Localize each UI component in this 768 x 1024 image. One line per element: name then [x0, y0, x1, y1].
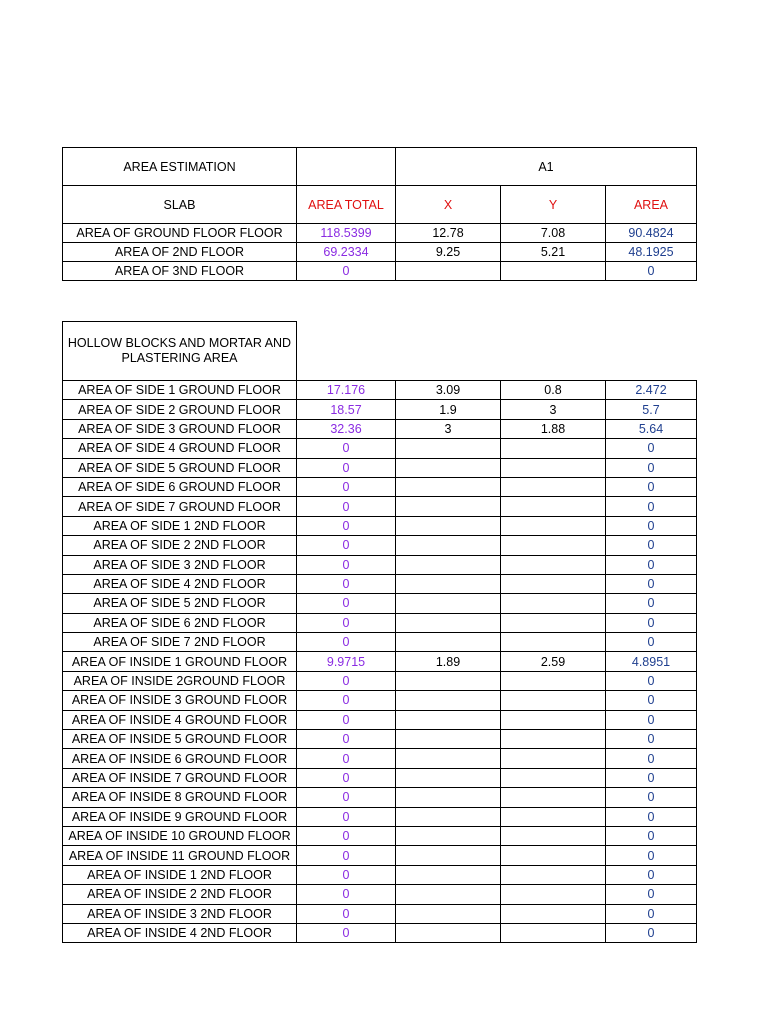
table-row — [63, 243, 697, 262]
x-value-cell — [396, 710, 501, 729]
area-total-cell: 0 — [297, 516, 396, 535]
table-row — [63, 885, 697, 904]
y-value-cell — [501, 497, 606, 516]
header-blank-cell — [297, 148, 396, 186]
area-value-cell: 2.472 — [606, 381, 697, 400]
table-row — [63, 224, 697, 243]
area-total-cell: 32.36 — [297, 419, 396, 438]
area-value-cell: 0 — [606, 594, 697, 613]
y-value-cell — [501, 555, 606, 574]
y-value-cell — [501, 749, 606, 768]
table-row — [63, 807, 697, 826]
row-label-cell: AREA OF SIDE 4 2ND FLOOR — [63, 574, 297, 593]
x-value-cell — [396, 477, 501, 496]
row-label-cell: AREA OF INSIDE 2GROUND FLOOR — [63, 671, 297, 690]
area-value-cell: 0 — [606, 923, 697, 942]
row-label-cell: AREA OF INSIDE 1 GROUND FLOOR — [63, 652, 297, 671]
row-label-cell: AREA OF INSIDE 2 2ND FLOOR — [63, 885, 297, 904]
row-label-cell: AREA OF SIDE 6 2ND FLOOR — [63, 613, 297, 632]
table-row — [63, 536, 697, 555]
x-value-cell — [396, 633, 501, 652]
x-value-cell — [396, 768, 501, 787]
x-value-cell — [396, 671, 501, 690]
x-header: X — [396, 186, 501, 224]
x-value-cell — [396, 439, 501, 458]
area-total-cell: 9.9715 — [297, 652, 396, 671]
area-total-cell: 0 — [297, 458, 396, 477]
area-total-cell: 0 — [297, 923, 396, 942]
y-value-cell: 7.08 — [501, 224, 606, 243]
area-value-cell: 0 — [606, 516, 697, 535]
table-row — [63, 497, 697, 516]
area-total-cell: 0 — [297, 262, 396, 281]
area-estimation-table — [62, 147, 697, 281]
y-value-cell — [501, 613, 606, 632]
x-value-cell: 1.9 — [396, 400, 501, 419]
area-total-header: AREA TOTAL — [297, 186, 396, 224]
area-total-cell: 0 — [297, 904, 396, 923]
row-label-cell: AREA OF INSIDE 3 2ND FLOOR — [63, 904, 297, 923]
x-value-cell — [396, 904, 501, 923]
table-row — [63, 262, 697, 281]
x-value-cell — [396, 885, 501, 904]
x-value-cell — [396, 594, 501, 613]
y-header: Y — [501, 186, 606, 224]
table-row — [63, 574, 697, 593]
row-label-cell: AREA OF SIDE 1 GROUND FLOOR — [63, 381, 297, 400]
y-value-cell — [501, 691, 606, 710]
hollow-blocks-table — [62, 321, 697, 943]
y-value-cell — [501, 516, 606, 535]
area-value-cell: 90.4824 — [606, 224, 697, 243]
area-total-cell: 0 — [297, 477, 396, 496]
row-label-cell: AREA OF SIDE 6 GROUND FLOOR — [63, 477, 297, 496]
y-value-cell — [501, 865, 606, 884]
row-label-cell: AREA OF INSIDE 1 2ND FLOOR — [63, 865, 297, 884]
area-value-cell: 0 — [606, 710, 697, 729]
table-row — [63, 633, 697, 652]
row-label-cell: AREA OF INSIDE 10 GROUND FLOOR — [63, 826, 297, 845]
x-value-cell — [396, 826, 501, 845]
table-row — [63, 846, 697, 865]
y-value-cell — [501, 458, 606, 477]
area-value-cell: 0 — [606, 613, 697, 632]
x-value-cell: 3.09 — [396, 381, 501, 400]
area-total-cell: 0 — [297, 749, 396, 768]
y-value-cell — [501, 807, 606, 826]
area-value-cell: 5.64 — [606, 419, 697, 438]
x-value-cell: 1.89 — [396, 652, 501, 671]
table-row — [63, 516, 697, 535]
y-value-cell — [501, 594, 606, 613]
y-value-cell — [501, 633, 606, 652]
table-row — [63, 671, 697, 690]
table-row — [63, 923, 697, 942]
x-value-cell — [396, 923, 501, 942]
area-value-cell: 0 — [606, 536, 697, 555]
area-total-cell: 0 — [297, 613, 396, 632]
area-value-cell: 0 — [606, 262, 697, 281]
row-label-cell: AREA OF INSIDE 11 GROUND FLOOR — [63, 846, 297, 865]
y-value-cell — [501, 439, 606, 458]
row-label-cell: AREA OF INSIDE 3 GROUND FLOOR — [63, 691, 297, 710]
table-row — [63, 710, 697, 729]
row-label-cell: AREA OF SIDE 3 GROUND FLOOR — [63, 419, 297, 438]
area-total-cell: 0 — [297, 633, 396, 652]
table-row — [63, 865, 697, 884]
area-value-cell: 0 — [606, 671, 697, 690]
row-label-cell: AREA OF SIDE 7 2ND FLOOR — [63, 633, 297, 652]
y-value-cell — [501, 885, 606, 904]
x-value-cell: 12.78 — [396, 224, 501, 243]
area-value-cell: 0 — [606, 788, 697, 807]
y-value-cell: 3 — [501, 400, 606, 419]
x-value-cell — [396, 262, 501, 281]
area-value-cell: 0 — [606, 846, 697, 865]
x-value-cell — [396, 516, 501, 535]
area-value-cell: 0 — [606, 691, 697, 710]
x-value-cell — [396, 807, 501, 826]
y-value-cell — [501, 826, 606, 845]
area-total-cell: 0 — [297, 594, 396, 613]
area-value-cell: 0 — [606, 749, 697, 768]
row-label-cell: AREA OF SIDE 5 GROUND FLOOR — [63, 458, 297, 477]
area-value-cell: 0 — [606, 477, 697, 496]
area-total-cell: 17.176 — [297, 381, 396, 400]
table-row — [63, 904, 697, 923]
area-value-cell: 0 — [606, 574, 697, 593]
x-value-cell — [396, 613, 501, 632]
row-label-cell: AREA OF INSIDE 4 GROUND FLOOR — [63, 710, 297, 729]
y-value-cell — [501, 904, 606, 923]
y-value-cell: 1.88 — [501, 419, 606, 438]
hollow-blocks-title-cell: HOLLOW BLOCKS AND MORTAR AND PLASTERING AREA — [63, 322, 297, 381]
row-label-cell: AREA OF SIDE 1 2ND FLOOR — [63, 516, 297, 535]
area-value-cell: 0 — [606, 904, 697, 923]
row-label-cell: AREA OF INSIDE 9 GROUND FLOOR — [63, 807, 297, 826]
y-value-cell — [501, 846, 606, 865]
x-value-cell — [396, 788, 501, 807]
row-label-cell: AREA OF 2ND FLOOR — [63, 243, 297, 262]
table-row — [63, 691, 697, 710]
y-value-cell: 2.59 — [501, 652, 606, 671]
area-estimation-title-cell: AREA ESTIMATION — [63, 148, 297, 186]
y-value-cell — [501, 788, 606, 807]
group-label-cell: A1 — [396, 148, 697, 186]
table-row — [63, 381, 697, 400]
table-row — [63, 555, 697, 574]
area-total-cell: 0 — [297, 768, 396, 787]
area-total-cell: 0 — [297, 536, 396, 555]
area-value-cell: 0 — [606, 807, 697, 826]
table-row — [63, 768, 697, 787]
y-value-cell — [501, 671, 606, 690]
table-row — [63, 826, 697, 845]
area-total-cell: 0 — [297, 730, 396, 749]
row-label-cell: AREA OF SIDE 5 2ND FLOOR — [63, 594, 297, 613]
x-value-cell — [396, 749, 501, 768]
area-total-cell: 0 — [297, 671, 396, 690]
x-value-cell — [396, 691, 501, 710]
table-row — [63, 594, 697, 613]
table-row — [63, 730, 697, 749]
area-value-cell: 0 — [606, 865, 697, 884]
area-total-cell: 0 — [297, 555, 396, 574]
x-value-cell — [396, 536, 501, 555]
area-total-cell: 0 — [297, 788, 396, 807]
area-total-cell: 0 — [297, 826, 396, 845]
table-row — [63, 788, 697, 807]
x-value-cell: 3 — [396, 419, 501, 438]
area-value-cell: 0 — [606, 497, 697, 516]
area-total-cell: 0 — [297, 846, 396, 865]
y-value-cell — [501, 730, 606, 749]
area-total-cell: 0 — [297, 807, 396, 826]
area-value-cell: 0 — [606, 633, 697, 652]
y-value-cell — [501, 262, 606, 281]
x-value-cell — [396, 574, 501, 593]
table-row — [63, 477, 697, 496]
table-row — [63, 439, 697, 458]
x-value-cell: 9.25 — [396, 243, 501, 262]
area-value-cell: 5.7 — [606, 400, 697, 419]
row-label-cell: AREA OF SIDE 2 GROUND FLOOR — [63, 400, 297, 419]
area-total-cell: 118.5399 — [297, 224, 396, 243]
y-value-cell — [501, 768, 606, 787]
table-row — [63, 458, 697, 477]
area-value-cell: 0 — [606, 555, 697, 574]
x-value-cell — [396, 846, 501, 865]
y-value-cell — [501, 536, 606, 555]
row-label-cell: AREA OF SIDE 2 2ND FLOOR — [63, 536, 297, 555]
y-value-cell — [501, 710, 606, 729]
table-row — [63, 419, 697, 438]
area-total-cell: 0 — [297, 439, 396, 458]
area-total-cell: 0 — [297, 865, 396, 884]
x-value-cell — [396, 555, 501, 574]
area-value-cell: 0 — [606, 885, 697, 904]
row-label-cell: AREA OF SIDE 3 2ND FLOOR — [63, 555, 297, 574]
area-total-cell: 0 — [297, 710, 396, 729]
area-total-cell: 0 — [297, 691, 396, 710]
row-label-cell: AREA OF INSIDE 5 GROUND FLOOR — [63, 730, 297, 749]
row-label-cell: AREA OF INSIDE 4 2ND FLOOR — [63, 923, 297, 942]
x-value-cell — [396, 865, 501, 884]
x-value-cell — [396, 730, 501, 749]
y-value-cell — [501, 477, 606, 496]
y-value-cell — [501, 574, 606, 593]
x-value-cell — [396, 458, 501, 477]
row-label-cell: AREA OF INSIDE 6 GROUND FLOOR — [63, 749, 297, 768]
table-row — [63, 613, 697, 632]
area-total-cell: 18.57 — [297, 400, 396, 419]
row-label-cell: AREA OF INSIDE 8 GROUND FLOOR — [63, 788, 297, 807]
area-total-cell: 0 — [297, 497, 396, 516]
area-value-cell: 0 — [606, 458, 697, 477]
row-label-cell: AREA OF GROUND FLOOR FLOOR — [63, 224, 297, 243]
row-label-cell: AREA OF INSIDE 7 GROUND FLOOR — [63, 768, 297, 787]
y-value-cell: 0.8 — [501, 381, 606, 400]
area-total-cell: 0 — [297, 574, 396, 593]
table-row — [63, 652, 697, 671]
title-spacer — [297, 322, 697, 381]
x-value-cell — [396, 497, 501, 516]
area-value-cell: 48.1925 — [606, 243, 697, 262]
row-label-cell: AREA OF SIDE 4 GROUND FLOOR — [63, 439, 297, 458]
area-header: AREA — [606, 186, 697, 224]
area-value-cell: 0 — [606, 439, 697, 458]
table-row — [63, 400, 697, 419]
area-value-cell: 0 — [606, 768, 697, 787]
table-row — [63, 749, 697, 768]
area-value-cell: 0 — [606, 730, 697, 749]
area-value-cell: 4.8951 — [606, 652, 697, 671]
row-label-cell: AREA OF 3ND FLOOR — [63, 262, 297, 281]
area-total-cell: 69.2334 — [297, 243, 396, 262]
slab-header: SLAB — [63, 186, 297, 224]
y-value-cell — [501, 923, 606, 942]
area-value-cell: 0 — [606, 826, 697, 845]
y-value-cell: 5.21 — [501, 243, 606, 262]
row-label-cell: AREA OF SIDE 7 GROUND FLOOR — [63, 497, 297, 516]
area-total-cell: 0 — [297, 885, 396, 904]
